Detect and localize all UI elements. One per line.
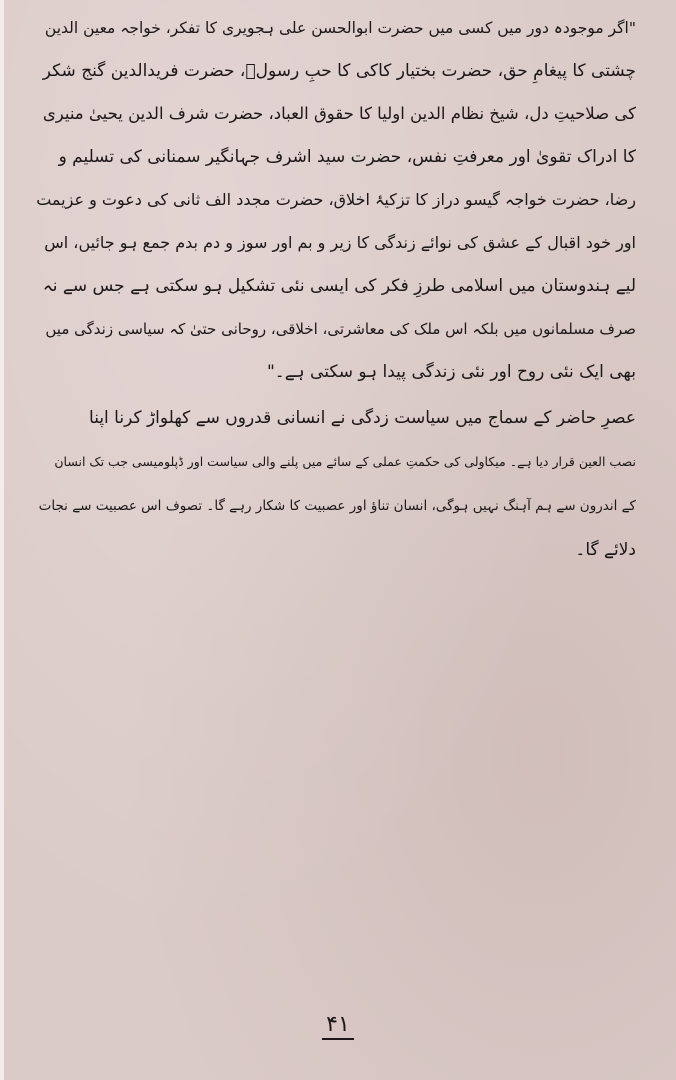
page-edge — [0, 0, 4, 1080]
quote-line: کی صلاحیتِ دل، شیخ نظام الدین اولیا کا حقوق العباد، حضرت شرف الدین یحییٰ منیری — [42, 104, 636, 123]
quote-line: "اگر موجودہ دور میں کسی میں حضرت ابوالحسن علی ہجویری کا تفکر، خواجہ معین الدین — [44, 19, 636, 37]
page-number-text: ۴۱ — [322, 1012, 354, 1040]
quote-line: اور خود اقبال کے عشق کی نوائے زندگی کا زیر و بم اور سوز و دم بدم جمع ہو جائیں، اس — [44, 233, 636, 252]
paragraph-line: کے اندرون سے ہم آہنگ نہیں ہوگی، انسان تناؤ اور عصبیت کا شکار رہے گا۔ تصوف اس عصبیت سے نجات — [38, 498, 636, 514]
quote-line: رضا، حضرت خواجہ گیسو دراز کا تزکیۂ اخلاق، حضرت مجدد الف ثانی کی دعوت و عزیمت — [36, 190, 636, 209]
quote-line: لیے ہندوستان میں اسلامی طرزِ فکر کی ایسی نئی تشکیل ہو سکتی ہے جس سے نہ — [42, 276, 636, 296]
paragraph-line: نصب العین قرار دیا ہے۔ میکاولی کی حکمتِ عملی کے سائے میں پلنے والی سیاست اور ڈپلومیسی جب تک انسان — [54, 454, 636, 469]
quote-line: کا ادراک تقویٰ اور معرفتِ نفس، حضرت سید اشرف جہانگیر سمنانی کی تسلیم و — [58, 147, 636, 167]
paragraph-line: عصرِ حاضر کے سماج میں سیاست زدگی نے انسانی قدروں سے کھلواڑ کرنا اپنا — [89, 408, 636, 428]
paragraph-line: دلائے گا۔ — [575, 540, 636, 560]
quote-line: چشتی کا پیغامِ حق، حضرت بختیار کاکی کا حبِ رسولؐ، حضرت فریدالدین گنج شکر — [42, 61, 636, 81]
quote-line: صرف مسلمانوں میں بلکہ اس ملک کی معاشرتی، اخلاقی، روحانی حتیٰ کہ سیاسی زندگی میں — [45, 320, 636, 338]
page-number — [0, 1012, 676, 1040]
quote-line: بھی ایک نئی روح اور نئی زندگی پیدا ہو سکتی ہے۔" — [266, 362, 636, 382]
